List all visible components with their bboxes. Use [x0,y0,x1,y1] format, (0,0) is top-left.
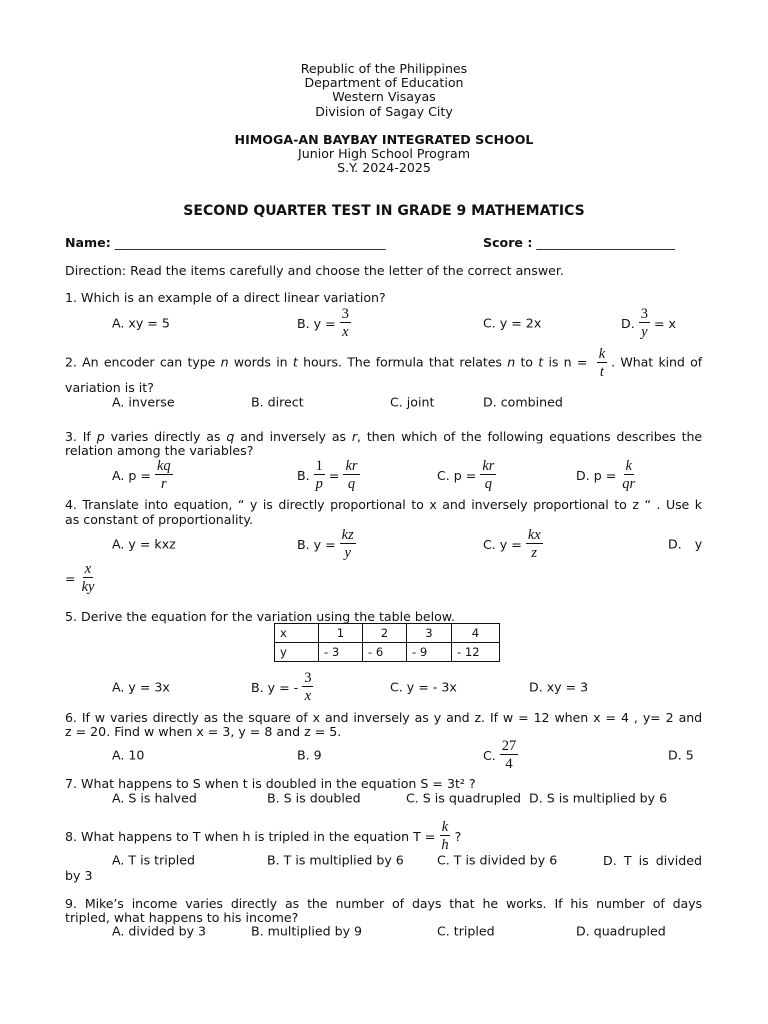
q5-option-c [390,680,457,695]
option-letter: C. [483,747,496,763]
q6-stem-line1: 6. If w varies directly as the square of x and inversely as y and z. If w = 12 when x = 4 , y= 2 and [65,709,702,725]
option-text: A. inverse [112,394,175,410]
q4-option-b [297,528,360,560]
q4-stem-line1: 4. Translate into equation, “ y is directly proportional to x and inversely proportional to z “ . Use k [65,496,702,512]
q7-option-a [112,791,197,806]
fraction [80,562,97,594]
option-text: = x [653,315,676,331]
q3-stem-line1 [65,429,702,444]
stem-text: ? [454,828,462,844]
table-cell: - 3 [319,643,363,662]
q1-option-b [297,307,355,339]
fraction-numerator: 3 [640,306,648,322]
stem-variable: t [292,354,298,370]
option-text: A. S is halved [112,790,197,806]
table-cell: 4 [452,624,500,643]
stem-variable: q [226,428,235,444]
q4-option-d [668,537,702,552]
fraction [526,528,543,560]
stem-text: varies directly as [110,428,221,444]
name-field [65,235,386,250]
fraction [500,739,519,771]
stem-text: to [520,354,533,370]
q2-stem-line1 [65,347,702,379]
option-text: C. tripled [437,923,495,939]
fraction [620,459,637,491]
option-text: A. divided by 3 [112,923,207,939]
fraction-denominator: z [531,545,538,561]
q8-option-a [112,853,195,868]
q5-option-b [251,671,317,703]
option-text: D. S is multiplied by 6 [529,790,668,806]
q1-option-c [483,316,541,331]
score-blank-line: ______________________ [536,234,675,250]
stem-text: 8. What happens to T when h is tripled in the equation T = [65,828,436,844]
fraction [480,459,496,491]
q3-option-a [112,459,177,491]
name-label: Name: [65,234,111,250]
q6-option-c [483,739,522,771]
table-cell: x [275,624,319,643]
q4-option-c [483,528,547,560]
fraction [155,459,173,491]
option-text: D. 5 [668,747,694,763]
q2-stem-line2: variation is it? [65,379,154,395]
option-text: B. T is multiplied by 6 [267,852,404,868]
option-text: C. joint [390,394,435,410]
table-cell: - 6 [363,643,407,662]
table-cell: 1 [319,624,363,643]
stem-text: . What kind of [611,354,703,370]
fraction [340,528,356,560]
variation-table [274,623,500,662]
option-text: = [328,467,340,483]
header-department: Department of Education [304,74,464,90]
q8-stem [65,820,461,852]
q4-option-a [112,537,176,552]
option-text: A. y = kxz [112,536,176,552]
table-cell: - 9 [407,643,452,662]
option-text: B. y = - [251,679,299,695]
score-field [483,235,675,250]
stem-text: , then which of the following equations describes the [356,428,703,444]
fraction-numerator: k [441,819,449,835]
q8-option-c [437,853,557,868]
option-text: A. 10 [112,747,145,763]
q6-option-b [297,748,322,763]
fraction [302,671,313,703]
option-text: C. T is divided by 6 [437,852,558,868]
fraction-denominator: x [342,324,349,340]
q9-option-d [576,924,666,939]
table-cell: y [275,643,319,662]
header-school-year: S.Y. 2024-2025 [337,159,431,175]
fraction [439,820,450,852]
option-text: A. y = 3x [112,679,170,695]
q9-option-b [251,924,362,939]
fraction-denominator: q [347,476,356,492]
option-text: D. quadrupled [576,923,666,939]
option-text: C. y = [483,536,522,552]
option-text: A. T is tripled [112,852,196,868]
q5-stem: 5. Derive the equation for the variation using the table below. [65,608,455,624]
fraction-denominator: 4 [505,756,513,772]
q8-option-d-continued: by 3 [65,867,93,883]
fraction-denominator: t [599,364,604,380]
stem-variable: n [220,354,229,370]
stem-variable: n [507,354,516,370]
stem-variable: p [96,428,105,444]
option-text: D. combined [483,394,563,410]
option-text: B. S is doubled [267,790,361,806]
q4-option-d-continued [65,562,100,594]
score-label: Score : [483,234,533,250]
q2-option-b [251,395,304,410]
q6-option-d [668,748,694,763]
q2-option-d [483,395,563,410]
header-school: HIMOGA-AN BAYBAY INTEGRATED SCHOOL [234,131,534,147]
table-cell: 3 [407,624,452,643]
q9-stem-line2: tripled, what happens to his income? [65,909,299,925]
fraction [314,459,325,491]
fraction-denominator: q [484,476,493,492]
option-text: B. y = [297,315,336,331]
fraction-denominator: h [441,837,449,853]
fraction-denominator: ky [81,579,95,595]
fraction-numerator: k [598,346,606,362]
q3-option-d [576,459,641,491]
option-text: C. p = [437,467,477,483]
name-blank-line: ___________________________________________ [114,234,386,250]
fraction-numerator: 1 [315,458,323,474]
fraction-numerator: 3 [341,306,349,322]
fraction [597,347,607,379]
option-letter: D. [668,536,682,552]
option-text: A. p = [112,467,151,483]
option-text: B. direct [251,394,304,410]
header-republic: Republic of the Philippines [300,60,468,76]
option-text: C. y = 2x [483,315,542,331]
q8-option-b [267,853,404,868]
fraction-denominator: y [344,545,351,561]
fraction-denominator: p [315,476,323,492]
q7-option-b [267,791,361,806]
fraction-denominator: x [304,688,312,704]
option-text: C. S is quadrupled [406,790,521,806]
fraction [340,307,351,339]
option-text: C. y = - 3x [390,679,457,695]
stem-text: and inversely as [240,428,346,444]
q3-option-c [437,459,500,491]
q1-option-d [621,307,676,339]
q2-option-a [112,395,175,410]
q7-stem: 7. What happens to S when t is doubled in the equation S = 3t² ? [65,775,476,791]
q9-option-c [437,924,495,939]
table-row-y [275,643,500,662]
q6-stem-line2: z = 20. Find w when x = 3, y = 8 and z = 5. [65,723,342,739]
fraction-numerator: 3 [304,670,312,686]
option-text: B. multiplied by 9 [251,923,363,939]
q8-option-d: D. T is divided [603,852,702,868]
fraction-numerator: kx [527,527,541,543]
option-text: = [65,570,76,586]
option-text: D. p = [576,467,617,483]
fraction-denominator: r [160,476,167,492]
table-cell: 2 [363,624,407,643]
q3-option-b [297,459,364,491]
q1-stem: 1. Which is an example of a direct linear variation? [65,289,386,305]
fraction-numerator: kr [345,458,358,474]
fraction-denominator: y [641,324,648,340]
stem-text: 2. An encoder can type [65,354,216,370]
q9-stem-line1: 9. Mike’s income varies directly as the number of days that he works. If his number of days [65,895,702,911]
fraction-numerator: kz [341,527,354,543]
direction-text: Direction: Read the items carefully and choose the letter of the correct answer. [65,262,564,278]
stem-text: words in [233,354,288,370]
stem-text: hours. The formula that relates [303,354,502,370]
header-program: Junior High School Program [298,145,470,161]
option-letter: D. [621,315,635,331]
q7-option-d [529,791,667,806]
option-text: y [694,536,703,552]
q2-option-c [390,395,434,410]
fraction-numerator: 27 [501,738,517,754]
table-row-x [275,624,500,643]
stem-text: is n = [548,354,588,370]
fraction-numerator: x [84,561,92,577]
q5-option-d [529,680,588,695]
stem-text: 3. If [65,428,91,444]
header-region: Western Visayas [332,88,436,104]
table-cell: - 12 [452,643,500,662]
stem-variable: t [538,354,544,370]
q5-option-a [112,680,170,695]
fraction-numerator: kq [156,458,171,474]
fraction-numerator: k [625,458,632,474]
option-text: B. 9 [297,747,322,763]
q9-option-a [112,924,206,939]
q3-stem-line2: relation among the variables? [65,442,254,458]
q4-stem-line2: as constant of proportionality. [65,511,254,527]
fraction-denominator: qr [622,476,636,492]
option-text: A. xy = 5 [112,315,170,331]
q7-option-c [406,791,521,806]
option-letter: B. [297,467,310,483]
q1-option-a [112,316,170,331]
test-title: SECOND QUARTER TEST IN GRADE 9 MATHEMATICS [183,203,585,219]
fraction [343,459,359,491]
fraction [639,307,650,339]
option-text: D. xy = 3 [529,679,589,695]
fraction-numerator: kr [482,458,495,474]
option-text: B. y = [297,536,336,552]
header-division: Division of Sagay City [315,103,453,119]
q6-option-a [112,748,144,763]
stem-variable: r [351,428,357,444]
